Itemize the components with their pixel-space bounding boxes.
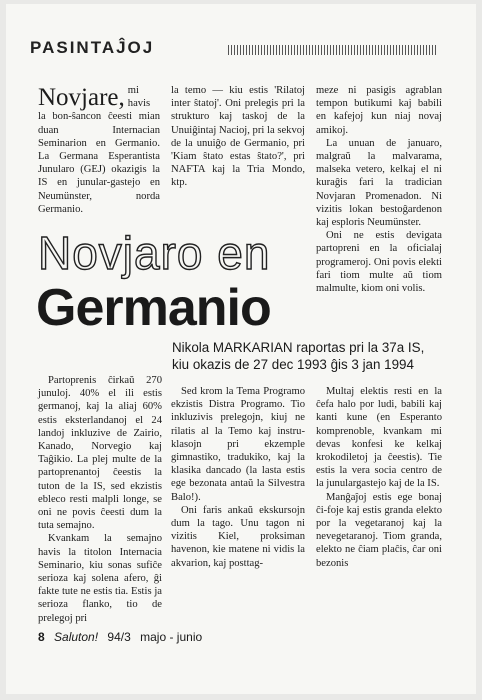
- col2-bottom-p2: Oni faris ankaŭ ekskursojn dum la tago. Unu tagon ni vizitis Kiel, proksiman havenon, kie matene ni vidis la akvarion, kaj posttag-: [171, 504, 305, 569]
- page-number: 8: [38, 630, 45, 644]
- column-3-top: [316, 84, 442, 295]
- column-3-bottom: [316, 385, 442, 570]
- byline: Nikola MARKARIAN raportas pri la 37a IS, kiu okazis de 27 dec 1993 ĝis 3 jan 1994: [172, 340, 425, 372]
- column-2-top: [171, 84, 305, 190]
- page-footer: [38, 630, 202, 644]
- article-title-line1: Novjaro en: [38, 227, 271, 279]
- col2-top-text: la temo — kiu estis 'Rilatoj inter ŝtatoj'. Oni prelegis pri la strukturo kaj taskoj de la Unuiĝintaj Nacioj, pri la sekvoj de la unuiĝo de Germanio, pri 'Kiam ŝtato estas ŝtato?', pri NAFTA kaj la Tria Mondo, ktp.: [171, 85, 305, 189]
- magazine-name: Saluton!: [54, 630, 99, 644]
- col2-bottom-p1: Sed krom la Tema Programo ekzistis Distra Programo. Tio inkluzivis prelegojn, kiuj ne rilatis al la Temo kaj instru-klasojn pri ekzemple gimnastiko, tradukiko, kaj la klasika dancado (la lasta estis ege bezonata antaŭ la Silvestra Balo!).: [171, 386, 305, 503]
- article-title-line2: Germanio: [36, 279, 271, 337]
- col3-bottom-p1: Multaj elektis resti en la ĉefa halo por ludi, babili kaj kanti kune (en Esperanto komprenoble, kvankam mi devas konfesi ke kelkaj krokodiletoj ja ĉeestis). Tie estis la vera socia centro de la junulargastejo kaj de la IS.: [316, 386, 442, 490]
- col3-top-p2: La unuan de januaro, malgraŭ la malvarama, malseka vetero, kelkaj el ni kuraĝis fari la tradician Novjaran Promenadon. Ni vizitis lokan bestoĝardenon kaj esploris Neumünster.: [316, 137, 442, 229]
- dropcap: Novjare,: [38, 84, 125, 111]
- col1-bottom-p1: Partoprenis ĉirkaŭ 270 junuloj. 40% el ili estis germanoj, kaj la aliaj 60% estis eksterlandanoj el 24 landoj inkluzive de Zairio, Kanado, Norvegio kaj Taĝikio. La plej multe de la partoprenantoj ĉeestis la tuton de la IS, sed ekzistis ebleco resti malpli longe, se oni ne povis ĉeesti dum la tuta semajno.: [38, 375, 162, 532]
- section-header: PASINTAĴOJ: [30, 38, 155, 57]
- col3-top-p3: Oni ne estis devigata partopreni en la oficialaj programeroj. Oni povis elekti fari tiom multe aŭ tiom malmulte, kiom oni volis.: [316, 230, 442, 295]
- header-rule: [228, 45, 438, 55]
- col3-top-p1: meze ni pasigis agrablan tempon butikumi kaj babili en kafejoj kun niaj novaj amikoj.: [316, 85, 442, 136]
- issue-months: majo - junio: [140, 630, 203, 644]
- column-1-top: [38, 84, 160, 216]
- issue-number: 94/3: [107, 630, 131, 644]
- col3-bottom-p2: Manĝaĵoj estis ege bonaj ĉi-foje kaj estis granda elekto por la vegetaranoj kaj la nevegetaranoj. Tiom granda, elekto ne ĉiam plaĉis, ĉar oni bezonis: [316, 491, 442, 569]
- col1-bottom-p2: Kvankam la semajno havis la titolon Internacia Seminario, kiu sonas sufiĉe serioza kaj solena afero, ĝi fakte tute ne estis tia. Estis ja serioza flanko, tio de prelegoj pri: [38, 533, 162, 624]
- intro-text: mi havis la bon-ŝancon ĉeesti mian duan Internacian Seminarion en Germanio. La Germana Esperantista Junularo (GEJ) okazigis la IS en junular-gastejo en Neumünster, norda Germanio.: [38, 85, 160, 215]
- column-2-bottom: [171, 385, 305, 570]
- column-1-bottom: [38, 374, 162, 625]
